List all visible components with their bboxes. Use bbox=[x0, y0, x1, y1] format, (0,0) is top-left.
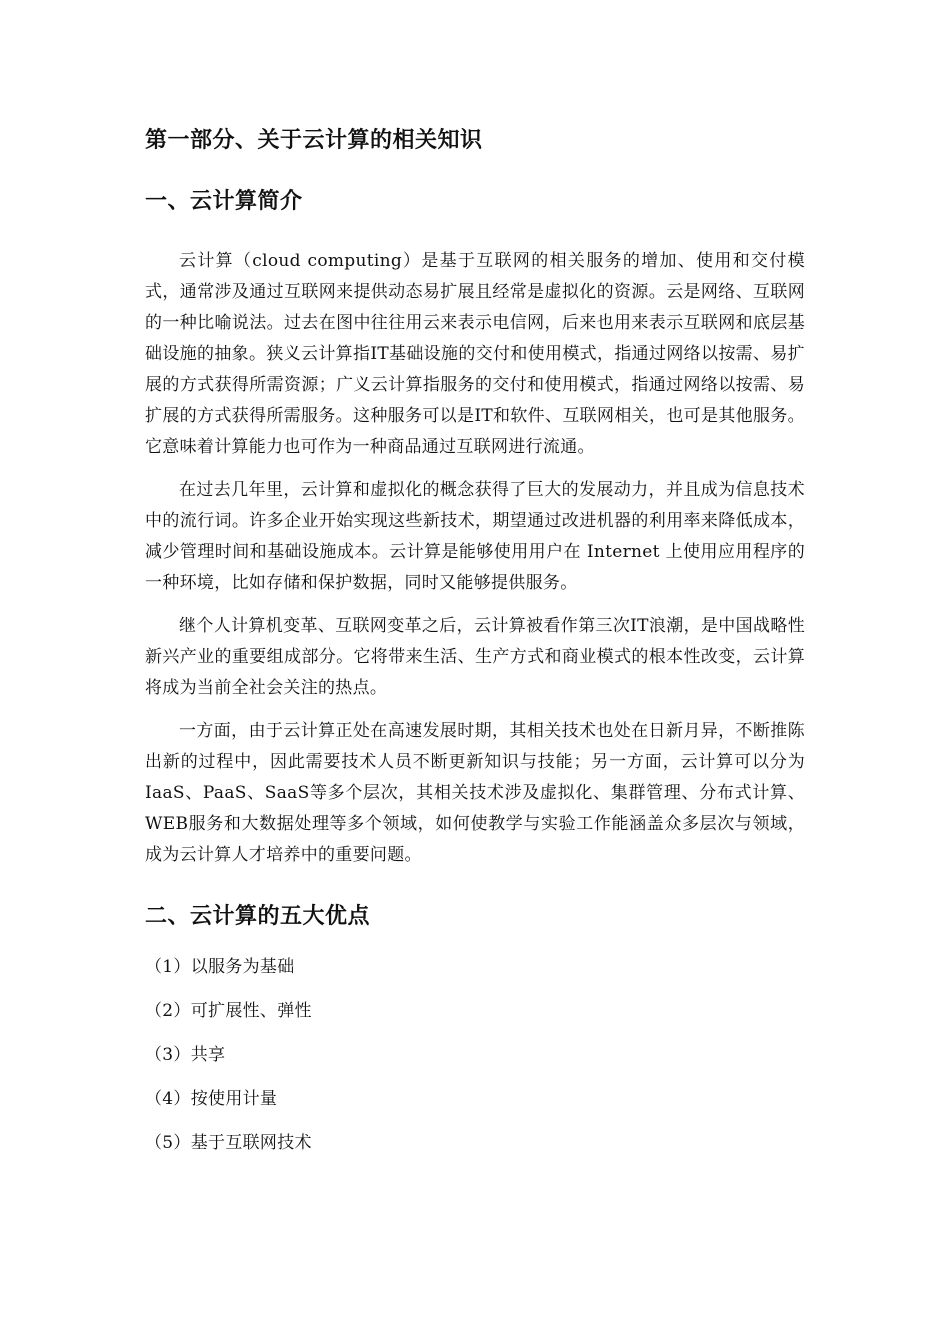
part-title: 第一部分、关于云计算的相关知识 bbox=[145, 128, 483, 153]
list-item: （3）共享 bbox=[145, 1045, 226, 1065]
list-item: （5）基于互联网技术 bbox=[145, 1133, 312, 1153]
paragraph: 云计算（cloud computing）是基于互联网的相关服务的增加、使用和交付模式，通常涉及通过互联网来提供动态易扩展且经常是虚拟化的资源。云是网络、互联网的一种比喻说法。过去在图中往往用云来表示电信网，后来也用来表示互联网和底层基础设施的抽象。狭义云计算指IT基础设施的交付和使用模式，指通过网络以按需、易扩展的方式获得所需资源；广义云计算指服务的交付和使用模式，指通过网络以按需、易扩展的方式获得所需服务。这种服务可以是IT和软件、互联网相关，也可是其他服务。它意味着计算能力也可作为一种商品通过互联网进行流通。 bbox=[145, 251, 805, 457]
section-title-intro: 一、云计算简介 bbox=[145, 189, 303, 214]
list-item: （4）按使用计量 bbox=[145, 1089, 278, 1109]
list-item: （1）以服务为基础 bbox=[145, 957, 295, 977]
advantages-list bbox=[145, 955, 805, 1156]
document-content bbox=[145, 118, 805, 1175]
list-item: （2）可扩展性、弹性 bbox=[145, 1001, 312, 1021]
section-intro-body bbox=[145, 246, 805, 871]
paragraph: 在过去几年里，云计算和虚拟化的概念获得了巨大的发展动力，并且成为信息技术中的流行词。许多企业开始实现这些新技术，期望通过改进机器的利用率来降低成本，减少管理时间和基础设施成本。云计算是能够使用用户在 Internet 上使用应用程序的一种环境，比如存储和保护数据，同时又能够提供服务。 bbox=[145, 480, 805, 593]
paragraph: 一方面，由于云计算正处在高速发展时期，其相关技术也处在日新月异，不断推陈出新的过程中，因此需要技术人员不断更新知识与技能；另一方面，云计算可以分为IaaS、PaaS、SaaS等多个层次，其相关技术涉及虚拟化、集群管理、分布式计算、WEB服务和大数据处理等多个领域，如何使教学与实验工作能涵盖众多层次与领域，成为云计算人才培养中的重要问题。 bbox=[145, 721, 805, 865]
paragraph: 继个人计算机变革、互联网变革之后，云计算被看作第三次IT浪潮，是中国战略性新兴产业的重要组成部分。它将带来生活、生产方式和商业模式的根本性改变，云计算将成为当前全社会关注的热点。 bbox=[145, 616, 805, 698]
section-title-advantages: 二、云计算的五大优点 bbox=[145, 904, 371, 929]
